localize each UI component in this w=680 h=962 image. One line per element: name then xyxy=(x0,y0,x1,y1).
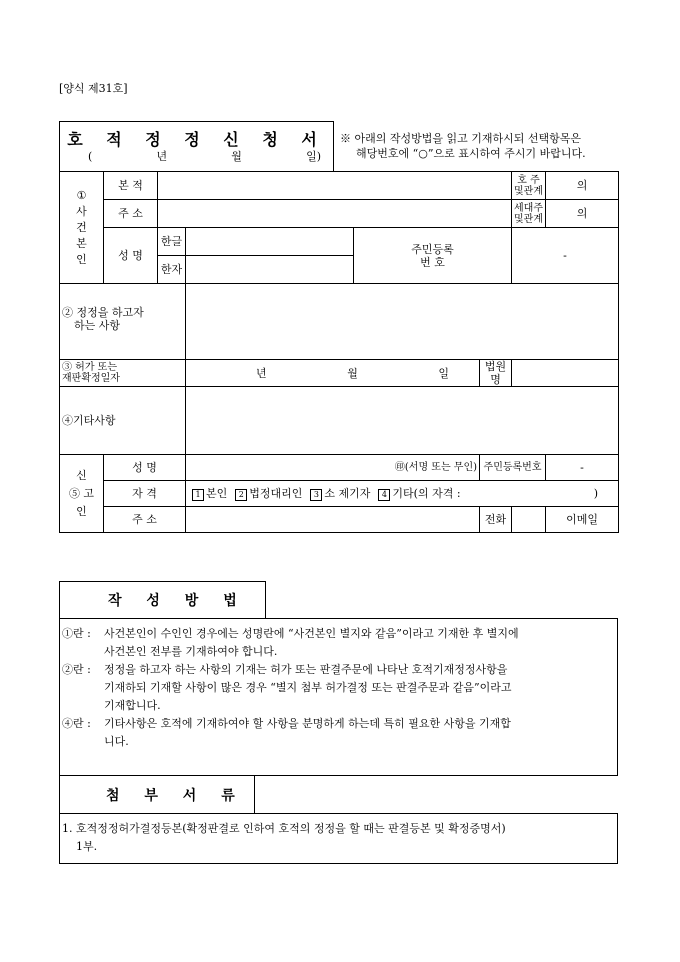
reporter-char-1: 신 xyxy=(76,468,87,482)
date-month-label: 월 xyxy=(231,149,242,163)
household-relation-label: 세대주 및관계 xyxy=(512,200,546,228)
method-item-1: ①란 : 사건본인이 수인인 경우에는 성명란에 “사건본인 별지와 같음”이라고 기재한 후 별지에 사건본인 전부를 기재하여야 합니다. xyxy=(62,627,519,658)
reporter-resident-no-field[interactable]: - xyxy=(546,455,619,481)
reporter-resident-no-label: 주민등록번호 xyxy=(480,455,546,481)
permission-year-label: 년 xyxy=(256,366,267,380)
permission-month-label: 월 xyxy=(347,366,358,380)
correction-field[interactable] xyxy=(186,284,619,360)
subject-resident-no-field[interactable]: - xyxy=(512,228,619,284)
close-paren: ) xyxy=(593,487,599,500)
seal-mark: ㊞(서명 또는 무인) xyxy=(394,462,478,473)
attachments-heading: 첨 부 서 류 xyxy=(106,787,245,804)
permission-label: ③ 허가 또는 재판확정일자 xyxy=(60,360,186,387)
permission-day-label: 일 xyxy=(438,366,450,380)
correction-label: ② 정정을 하고자 하는 사항 xyxy=(60,284,186,360)
date-open-paren: ( xyxy=(88,149,93,163)
phone-label: 전화 xyxy=(480,507,512,533)
subject-char-2: 사 xyxy=(76,204,87,218)
subject-char-3: 건 xyxy=(76,220,87,234)
reporter-section-label xyxy=(60,455,104,533)
other-field[interactable] xyxy=(186,387,619,455)
subject-resident-no-label: 주민등록 번 호 xyxy=(354,228,512,284)
title-cell xyxy=(60,122,334,172)
reporter-address-label: 주 소 xyxy=(104,507,186,533)
attachments-heading-box xyxy=(59,776,255,813)
method-item-3: ④란 : 기타사항은 호적에 기재하여야 할 사항을 분명하게 하는데 특히 필요한 사항을 기재합 니다. xyxy=(62,717,511,748)
option-other[interactable]: 4 기타(의 자격 : xyxy=(378,487,460,501)
hanja-name-field[interactable] xyxy=(186,256,354,284)
option-legal-representative[interactable]: 2 법정대리인 xyxy=(235,487,302,501)
hangul-label: 한글 xyxy=(158,228,186,256)
other-label: ④기타사항 xyxy=(60,387,186,455)
qualification-options xyxy=(186,481,619,507)
method-heading: 작 성 방 법 xyxy=(108,593,247,609)
subject-address-field[interactable] xyxy=(158,200,512,228)
subject-section-label xyxy=(60,172,104,284)
reporter-name-label: 성 명 xyxy=(104,455,186,481)
notice-line-2: 해당번호에 “○”으로 표시하여 주시기 바랍니다. xyxy=(356,147,586,161)
reporter-char-3: 인 xyxy=(76,504,87,518)
reporter-address-field[interactable] xyxy=(186,507,480,533)
court-field[interactable] xyxy=(512,360,619,387)
head-relation-label: 호 주 및관계 xyxy=(512,172,546,200)
household-relation-field[interactable]: 의 xyxy=(546,200,619,228)
registry-label: 본 적 xyxy=(104,172,158,200)
attachment-line-2: 1부. xyxy=(76,840,98,853)
method-item-2: ②란 : 정정을 하고자 하는 사항의 기재는 허가 또는 판결주문에 나타난 호적기재정정사항을 기재하되 기재할 사항이 많은 경우 “별지 첨부 허가결정 또는 판결주문과 같음”이라고 기재합니다. xyxy=(62,663,512,712)
notice-cell xyxy=(334,122,619,172)
reporter-char-2: ⑤ 고 xyxy=(68,486,95,500)
subject-char-1: ① xyxy=(76,188,87,202)
subject-char-4: 본 xyxy=(76,236,87,250)
date-day-label: 일) xyxy=(306,149,322,163)
method-body xyxy=(59,618,618,776)
form-number: [양식 제31호] xyxy=(59,82,128,95)
option-litigant[interactable]: 3 소 제기자 xyxy=(310,487,370,501)
address-label: 주 소 xyxy=(104,200,158,228)
phone-field[interactable] xyxy=(512,507,546,533)
attachment-line-1: 1. 호적정정허가결정등본(확정판결로 인하여 호적의 정정을 할 때는 판결등본 및 확정증명서) xyxy=(62,822,506,835)
date-year-label: 년 xyxy=(156,149,168,163)
head-relation-field[interactable]: 의 xyxy=(546,172,619,200)
name-label: 성 명 xyxy=(104,228,158,284)
registry-field[interactable] xyxy=(158,172,512,200)
attachments-body xyxy=(59,813,618,864)
reporter-name-field[interactable] xyxy=(186,455,480,481)
permission-date-field[interactable] xyxy=(186,360,480,387)
form-title: 호 적 정 정 신 청 서 xyxy=(67,129,326,149)
option-self[interactable]: 1 본인 xyxy=(192,487,227,501)
qualification-label: 자 격 xyxy=(104,481,186,507)
court-label: 법원명 xyxy=(480,360,512,387)
notice-line-1: ※ 아래의 작성방법을 읽고 기재하시되 선택항목은 xyxy=(340,132,582,146)
email-label: 이메일 xyxy=(546,507,619,533)
method-heading-box xyxy=(59,581,266,618)
application-form-table xyxy=(59,121,619,533)
subject-char-5: 인 xyxy=(76,252,87,266)
hanja-label: 한자 xyxy=(158,256,186,284)
hangul-name-field[interactable] xyxy=(186,228,354,256)
